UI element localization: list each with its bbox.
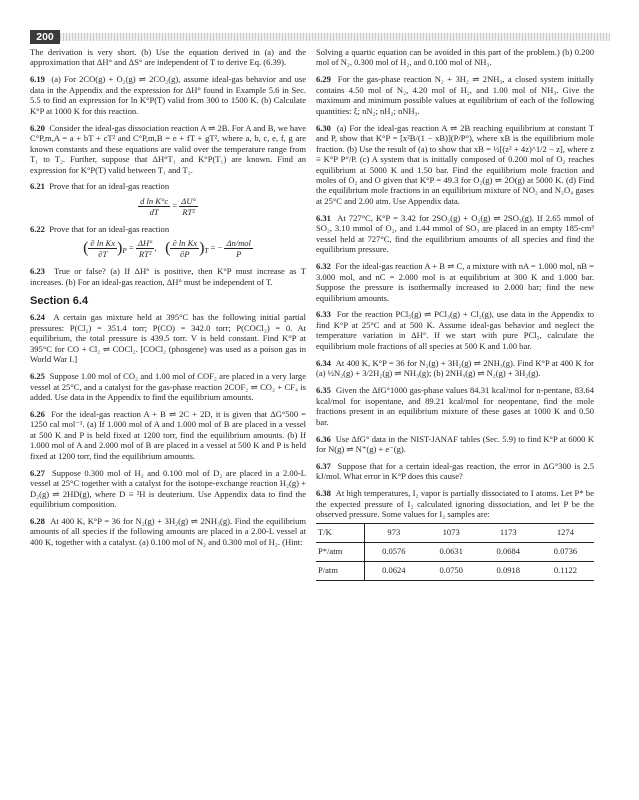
problem-text: (a) For 2CO(g) + O₂(g) ⇌ 2CO₂(g), assume ideal-gas behavior and use data in the Appendix and the expression for ΔH° found in Example 5.6 in Sec. 5.5 to find an expression for ln K°P(T) valid from 300 to 1500 K. (b) Calculate K°P at 1000 K for this reaction. bbox=[30, 74, 306, 116]
problem-text: Suppose 1.00 mol of CO₂ and 1.00 mol of COF₂ are placed in a very large vessel at 25°C, and a catalyst for the gas-phase reaction 2COF₂ ⇌ CO₂ + CF₄ is added. Use data in the Appendix to find the equilibrium amounts. bbox=[30, 371, 306, 402]
problem-6-19 bbox=[30, 74, 306, 116]
problem-6-22 bbox=[30, 224, 306, 234]
problem-text: Suppose that for a certain ideal-gas reaction, the error in ΔG°300 is 2.5 kJ/mol. What error in K°P does this cause? bbox=[316, 460, 594, 482]
table-cell: 0.0631 bbox=[423, 542, 480, 561]
equation-fraction bbox=[136, 238, 155, 259]
problem-number: 6.26 bbox=[30, 408, 45, 419]
table-cell: 0.0736 bbox=[537, 542, 594, 561]
problem-6-23 bbox=[30, 266, 306, 287]
page-header bbox=[30, 30, 610, 44]
equals-sign: = − bbox=[210, 242, 223, 253]
continued-text bbox=[316, 47, 594, 68]
problem-text: A certain gas mixture held at 395°C has the following initial partial pressures: P(Cl₂) = 351.4 torr; P(CO) = 342.0 torr; P(COCl₂) = 0. At equilibrium, the total pressure is 439.5 torr. V is held constant. Find K°P at 395°C for CO + Cl₂ ⇌ COCl₂. [COCl₂ (phosgene) was used as a poison gas in World War I.] bbox=[30, 312, 306, 365]
problem-number: 6.24 bbox=[30, 312, 45, 323]
equation-fraction bbox=[179, 196, 198, 217]
problem-number: 6.19 bbox=[30, 74, 45, 85]
numerator: ∂ ln Kx bbox=[172, 238, 198, 249]
problem-text: For the ideal-gas reaction A + B ⇌ C, a mixture with nA = 1.000 mol, nB = 3.000 mol, and nC = 2.000 mol is at equilibrium at 300 K and 1.000 bar. Suppose the pressure is isothermally increased to 2.000 bar; find the new equilibrium amounts. bbox=[316, 261, 594, 303]
denominator: ∂P bbox=[180, 249, 190, 260]
numerator: Δn/mol bbox=[226, 238, 251, 249]
equation-6-22: ( $\frac{\text{∂ ln Kx}}{\partial T}$ )$_P$ = $\frac{\Delta H^\circ}{\text{RT²}}$ , ( $\frac{\text{∂ ln Kx}}{\partial P}$ )$_T$ = − $\frac{\text{Δn/mol}}{P}$ bbox=[83, 238, 251, 260]
problem-text: Prove that for an ideal-gas reaction bbox=[49, 223, 170, 234]
table-row bbox=[316, 561, 594, 580]
right-column bbox=[316, 47, 594, 581]
problem-text: True or false? (a) If ΔH° is positive, then K°P must increase as T increases. (b) For an ideal-gas reaction, ΔH° must be independent of T. bbox=[30, 266, 306, 287]
problem-6-38 bbox=[316, 488, 594, 519]
data-table bbox=[316, 523, 594, 581]
problem-number: 6.34 bbox=[316, 357, 331, 368]
equation-fraction bbox=[138, 196, 170, 217]
header-bar bbox=[60, 33, 610, 41]
problem-number: 6.37 bbox=[316, 460, 331, 471]
problem-6-33 bbox=[316, 309, 594, 351]
table-cell: 0.0576 bbox=[365, 542, 423, 561]
table-cell: 0.0684 bbox=[480, 542, 537, 561]
continued-text bbox=[30, 47, 306, 68]
problem-6-25 bbox=[30, 371, 306, 402]
problem-text: Consider the ideal-gas dissociation reaction A ⇌ 2B. For A and B, we have C°P,m,A = a + bT + cT² and C°P,m,B = e + fT + gT², where a, b, c, e, f, g are known constants and these equations are valid over the temperature range from T₁ to T₂. Further, suppose that ΔH°T₁ and K°P(T₁) are known. Find an expression for K°P(T) valid between T₁ and T₂. bbox=[30, 122, 306, 175]
table-row bbox=[316, 542, 594, 561]
problem-6-26 bbox=[30, 409, 306, 461]
problem-number: 6.27 bbox=[30, 467, 45, 478]
numerator: ΔH° bbox=[137, 238, 153, 249]
problem-number: 6.25 bbox=[30, 371, 45, 382]
table-cell: 1274 bbox=[537, 523, 594, 542]
table-cell: 973 bbox=[365, 523, 423, 542]
problem-6-20 bbox=[30, 123, 306, 175]
equals-sign: = bbox=[128, 242, 134, 253]
denominator: P bbox=[236, 249, 242, 260]
table-cell: P*/atm bbox=[316, 542, 365, 561]
problem-6-37 bbox=[316, 461, 594, 482]
problem-text: Given the ΔfG°1000 gas-phase values 84.31 kcal/mol for n-pentane, 83.64 kcal/mol for isopentane, and 89.21 kcal/mol for neopentane, find the mole fractions present in an equilibrium mixture of these gases at 1000 K and 0.50 bar. bbox=[316, 385, 594, 427]
continued-problem-text: Solving a quartic equation can be avoided in this part of the problem.) (b) 0.200 mol of N₂, 0.300 mol of H₂, and 0.100 mol of NH₃. bbox=[316, 47, 594, 68]
table-cell: T/K bbox=[316, 523, 365, 542]
problem-6-34 bbox=[316, 358, 594, 379]
problem-number: 6.35 bbox=[316, 385, 331, 396]
problem-number: 6.28 bbox=[30, 516, 45, 526]
numerator: ∂ ln Kx bbox=[90, 238, 116, 249]
problem-6-30 bbox=[316, 123, 594, 207]
left-column bbox=[30, 47, 306, 554]
table-cell: 0.0918 bbox=[480, 561, 537, 580]
problem-number: 6.22 bbox=[30, 223, 45, 234]
problem-text: At 400 K, K°P = 36 for N₂(g) + 3H₂(g) ⇌ 2NH₃(g). Find K°P at 400 K for (a) ½N₂(g) + 3/2H₂(g) ⇌ NH₃(g); (b) 2NH₃(g) ⇌ N₂(g) + 3H₂(g). bbox=[316, 357, 594, 379]
table-cell: 0.0750 bbox=[423, 561, 480, 580]
subscript: T bbox=[204, 247, 209, 256]
denominator: dT bbox=[149, 206, 159, 217]
problem-text: Suppose 0.300 mol of H₂ and 0.100 mol of D₂ are placed in a 2.00-L vessel at 25°C together with a catalyst for the isotope-exchange reaction H₂(g) + D₂(g) ⇌ 2HD(g), where D ≡ ²H is deuterium. Use Appendix data to find the equilibrium composition. bbox=[30, 467, 306, 510]
problem-text: For the gas-phase reaction N₂ + 3H₂ ⇌ 2NH₃, a closed system initially contains 4.50 mol of N₂, 4.20 mol of H₂, and 1.00 mol of NH₃. Give the maximum and minimum possible values at equilibrium of each of the following quantities: ξ; nN₂; nH₂; nNH₃. bbox=[316, 74, 594, 116]
equation-6-21 bbox=[30, 196, 306, 217]
problem-text: At high temperatures, I₂ vapor is partially dissociated to I atoms. Let P* be the expected pressure of I₂ calculated ignoring dissociation, and let P be the observed pressure. Some values for I₂ samples are: bbox=[316, 488, 594, 520]
numerator: ΔU° bbox=[181, 195, 196, 206]
problem-6-35 bbox=[316, 385, 594, 427]
problem-number: 6.31 bbox=[316, 212, 331, 223]
problem-6-24 bbox=[30, 312, 306, 364]
problem-number: 6.23 bbox=[30, 266, 45, 277]
equation-fraction bbox=[88, 238, 117, 259]
equation-fraction bbox=[170, 238, 199, 259]
problem-6-32 bbox=[316, 261, 594, 303]
problem-6-29 bbox=[316, 74, 594, 116]
subscript: P bbox=[122, 247, 127, 256]
problem-text: At 727°C, K°P = 3.42 for 2SO₂(g) + O₂(g) ⇌ 2SO₃(g). If 2.65 mmol of SO₂, 3.10 mmol of O₂, and 1.44 mmol of SO₃ are placed in an empty 185-cm³ vessel held at 727°C, find the equilibrium amounts of all species and find the equilibrium pressure. bbox=[316, 212, 595, 255]
table-cell: 1173 bbox=[480, 523, 537, 542]
problem-text: For the reaction PCl₅(g) ⇌ PCl₃(g) + Cl₂(g), use data in the Appendix to find K°P at 25°C and at 500 K. Assume ideal-gas behavior and neglect the temperature variation in ΔH°. If we start with pure PCl₅, calculate the equilibrium mole fractions of all species at 500 K and 1.00 bar. bbox=[316, 309, 594, 351]
denominator: RT² bbox=[182, 206, 195, 217]
problem-text: Prove that for an ideal-gas reaction bbox=[49, 181, 170, 192]
table-cell: 1073 bbox=[423, 523, 480, 542]
page-number: 200 bbox=[30, 30, 60, 44]
numerator: d ln K°c bbox=[140, 195, 169, 206]
problem-6-31 bbox=[316, 213, 594, 255]
problem-6-21 bbox=[30, 181, 306, 191]
table-cell: P/atm bbox=[316, 561, 365, 580]
problem-6-36 bbox=[316, 434, 594, 455]
problem-number: 6.21 bbox=[30, 181, 45, 192]
table-row bbox=[316, 523, 594, 542]
equals-sign: = bbox=[172, 200, 178, 211]
problem-number: 6.29 bbox=[316, 74, 331, 85]
problem-number: 6.38 bbox=[316, 488, 331, 499]
problem-number: 6.30 bbox=[316, 122, 331, 133]
problem-text: At 400 K, K°P = 36 for N₂(g) + 3H₂(g) ⇌ 2NH₃(g). Find the equilibrium amounts of all species if the following amounts are placed in a 2.00-L vessel at 400 K, together with a catalyst. (a) 0.100 mol of N₂ and 0.300 mol of H₂. (Hint: bbox=[30, 516, 306, 547]
problem-6-28 bbox=[30, 516, 306, 547]
problem-text: For the ideal-gas reaction A + B ⇌ 2C + 2D, it is given that ΔG°500 = 1250 cal mol⁻¹. (a) If 1.000 mol of A and 1.000 mol of B are placed in a vessel at 500 K and P is held fixed at 1200 torr, find the equilibrium amounts. (b) If 1.000 mol of A and 2.000 mol of B are placed in a vessel at 500 K and P is held fixed at 1200 torr, find the equilibrium amounts. bbox=[30, 408, 306, 461]
comma: , bbox=[154, 242, 157, 253]
problem-6-27 bbox=[30, 468, 306, 510]
problem-number: 6.32 bbox=[316, 261, 331, 272]
section-heading: Section 6.4 bbox=[30, 295, 89, 308]
denominator: ∂T bbox=[98, 249, 108, 260]
problem-number: 6.36 bbox=[316, 433, 331, 444]
problem-text: (a) For the ideal-gas reaction A ⇌ 2B reaching equilibrium at constant T and P, show that K°P = [x²B/(1 − xB)](P/P°), where xB is the equilibrium mole fraction. (b) Use the result of (a) to show that xB = ½[(z² + 4z)^1/2 − z], where z ≡ K°P P°/P. (c) A system that is initially composed of 0.200 mol of O₂ reaches equilibrium at 5000 K and 1.50 bar. Find the equilibrium mole fraction and moles of O₂ and O given that K°P = 49.3 for O₂(g) ⇌ 2O(g) at 5000 K. (d) Find the equilibrium mole fractions in an equilibrium mixture of NO₂ and N₂O₄ gases at 25°C and 2.00 atm. Use Appendix data. bbox=[316, 122, 594, 206]
problem-number: 6.20 bbox=[30, 122, 45, 133]
table-cell: 0.1122 bbox=[537, 561, 594, 580]
intro-text: The derivation is very short. (b) Use the equation derived in (a) and the approximation that ΔH° and ΔS° are independent of T to derive Eq. (6.39). bbox=[30, 47, 306, 68]
problem-number: 6.33 bbox=[316, 309, 331, 320]
table-cell: 0.0624 bbox=[365, 561, 423, 580]
equation-fraction bbox=[224, 238, 253, 259]
problem-text: Use ΔfG° data in the NIST-JANAF tables (Sec. 5.9) to find K°P at 6000 K for N(g) ⇌ N⁺(g) + e⁻(g). bbox=[316, 433, 595, 454]
denominator: RT² bbox=[138, 249, 152, 260]
